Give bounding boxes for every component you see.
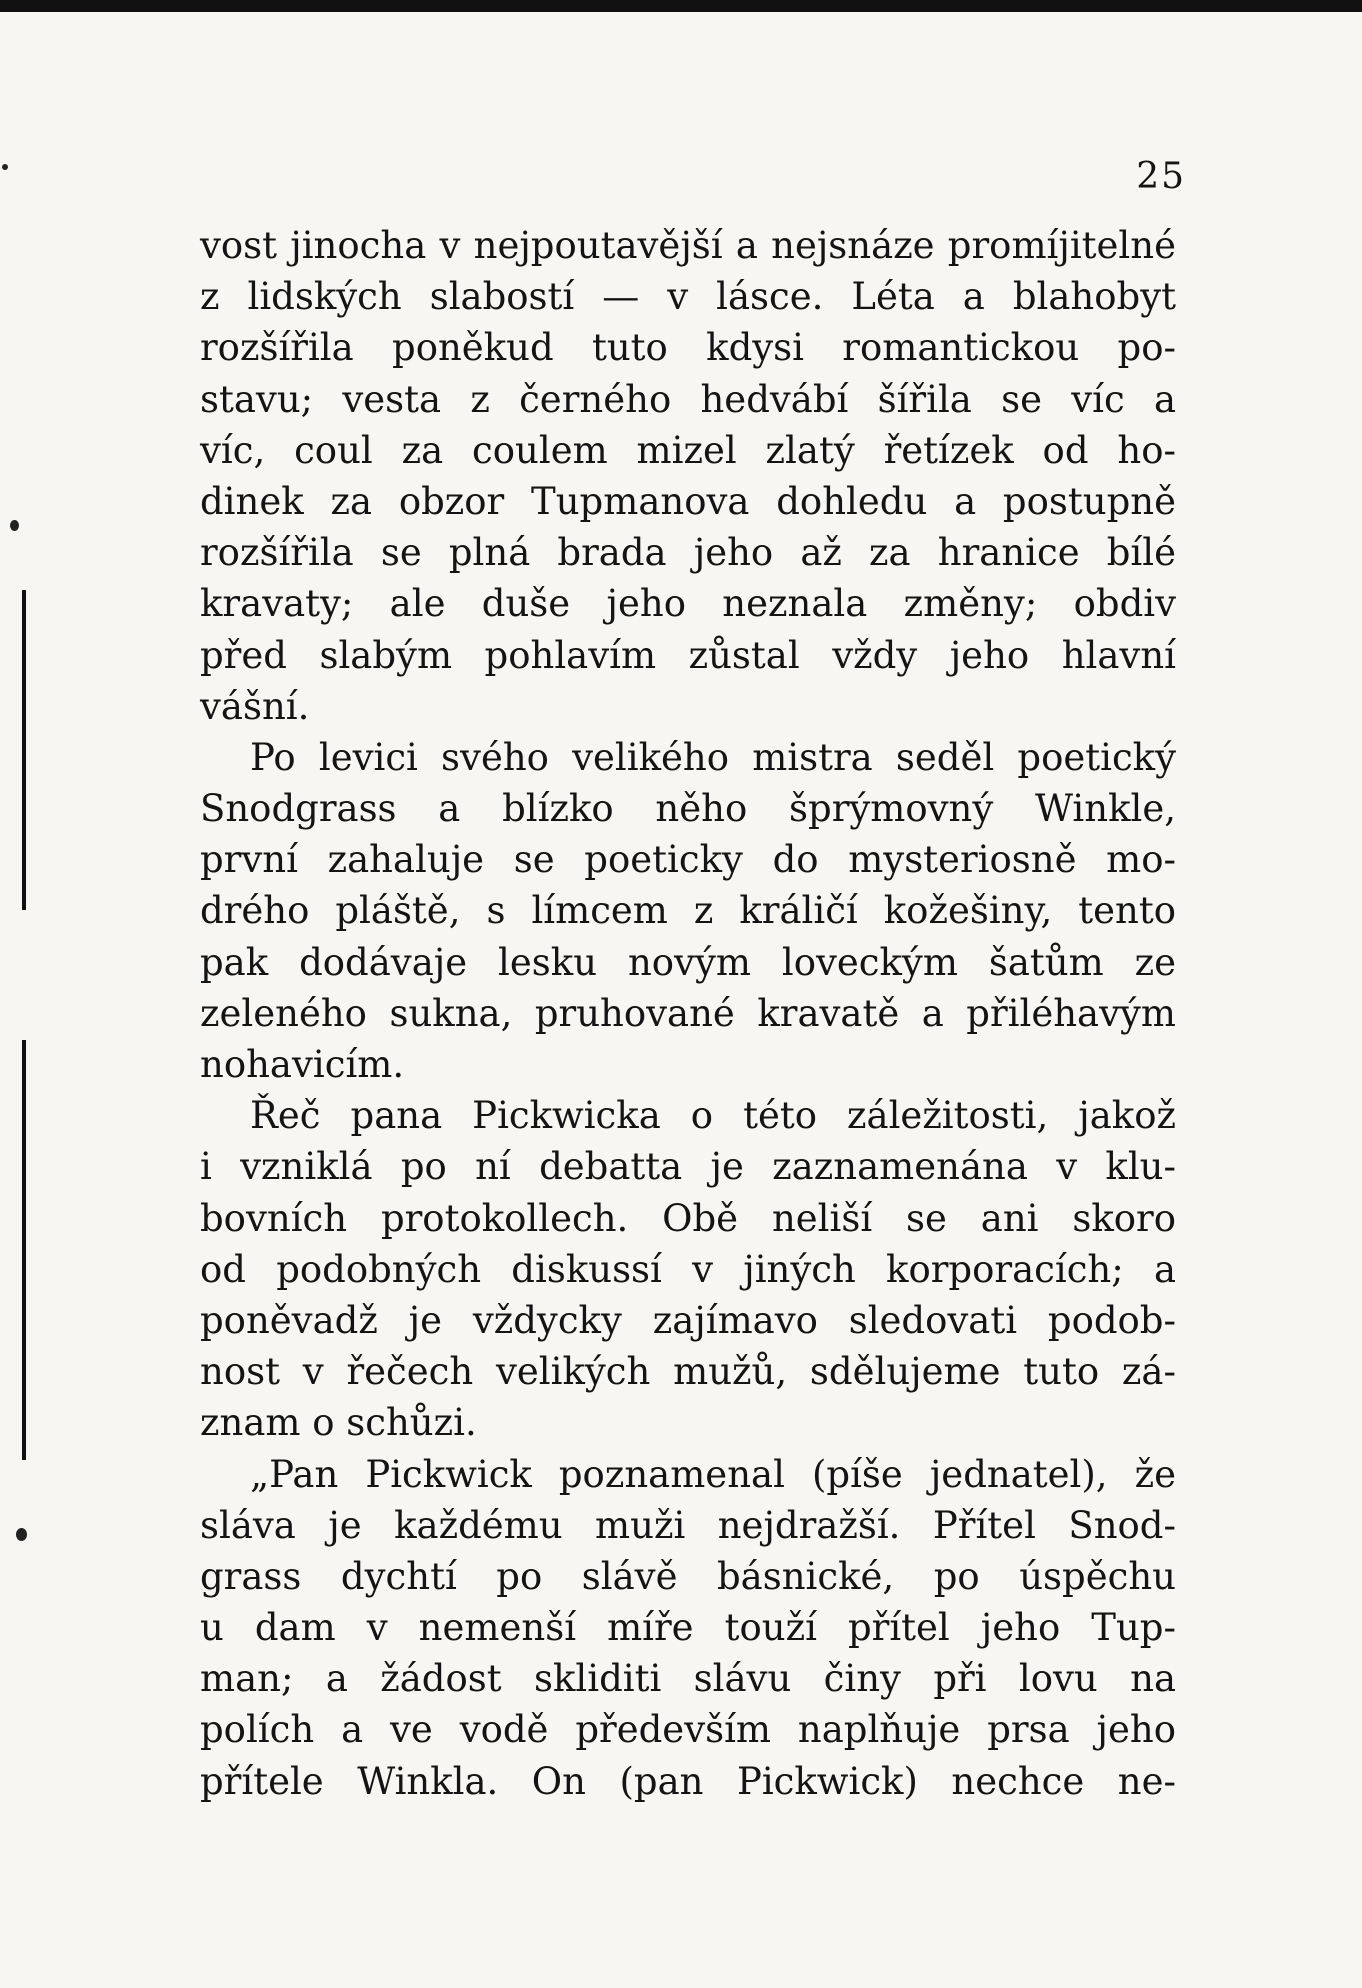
text-line: „Pan Pickwick poznamenal (píše jednatel), že (250, 1452, 1176, 1496)
text-line: Snodgrass a blízko něho šprýmovný Winkle, (200, 787, 1176, 831)
text-line: před slabým pohlavím zůstal vždy jeho hlavní (200, 633, 1176, 677)
text-line: polích a ve vodě především naplňuje prsa jeho (200, 1708, 1176, 1752)
text-line: rozšířila se plná brada jeho až za hranice bílé (200, 531, 1176, 575)
text-line: od podobných diskussí v jiných korporacích; a (200, 1247, 1176, 1291)
text-line: sláva je každému muži nejdražší. Přítel Snod- (200, 1503, 1176, 1547)
scan-speck (2, 164, 8, 170)
text-line: vost jinocha v nejpoutavější a nejsnáze promíjitelné (200, 224, 1176, 267)
text-line: nohavicím. (200, 1043, 405, 1086)
text-line: zeleného sukna, pruhované kravatě a přiléhavým (200, 991, 1176, 1035)
text-line: drého pláště, s límcem z králičí kožešiny, tento (200, 889, 1176, 933)
text-line: z lidských slabostí — v lásce. Léta a blahobyt (200, 275, 1176, 319)
text-line: stavu; vesta z černého hedvábí šířila se víc a (200, 377, 1176, 421)
scan-speck (16, 1528, 27, 1541)
text-line: kravaty; ale duše jeho neznala změny; obdiv (200, 582, 1176, 626)
text-line: poněvadž je vždycky zajímavo sledovati podob- (200, 1298, 1176, 1342)
text-line: pak dodávaje lesku novým loveckým šatům ze (200, 940, 1176, 984)
scan-binding-edge (22, 590, 26, 910)
body-text (200, 220, 1176, 1807)
scan-top-border (0, 0, 1362, 12)
text-line: i vzniklá po ní debatta je zaznamenána v klu- (200, 1145, 1176, 1189)
text-line: víc, coul za coulem mizel zlatý řetízek od ho- (200, 428, 1176, 472)
text-line: Po levici svého velikého mistra seděl poetický (250, 735, 1176, 779)
scan-speck (10, 520, 19, 531)
text-line: první zahaluje se poeticky do mysteriosně mo- (200, 838, 1176, 882)
text-line: u dam v nemenší míře touží přítel jeho Tup- (200, 1606, 1176, 1650)
text-line: Řeč pana Pickwicka o této záležitosti, jakož (250, 1094, 1176, 1138)
scan-binding-edge (22, 1040, 26, 1460)
text-line: přítele Winkla. On (pan Pickwick) nechce ne- (200, 1759, 1176, 1803)
text-line: nost v řečech velikých mužů, sdělujeme tuto zá- (200, 1350, 1176, 1394)
text-line: man; a žádost skliditi slávu činy při lovu na (200, 1657, 1176, 1701)
text-line: rozšířila poněkud tuto kdysi romantickou po- (200, 326, 1176, 370)
page-number: 25 (1136, 156, 1186, 197)
text-line: grass dychtí po slávě básnické, po úspěchu (200, 1554, 1176, 1598)
text-line: znam o schůzi. (200, 1401, 477, 1445)
text-line: vášní. (200, 684, 310, 728)
text-line: dinek za obzor Tupmanova dohledu a postupně (200, 479, 1176, 523)
text-line: bovních protokollech. Obě neliší se ani skoro (200, 1196, 1176, 1240)
